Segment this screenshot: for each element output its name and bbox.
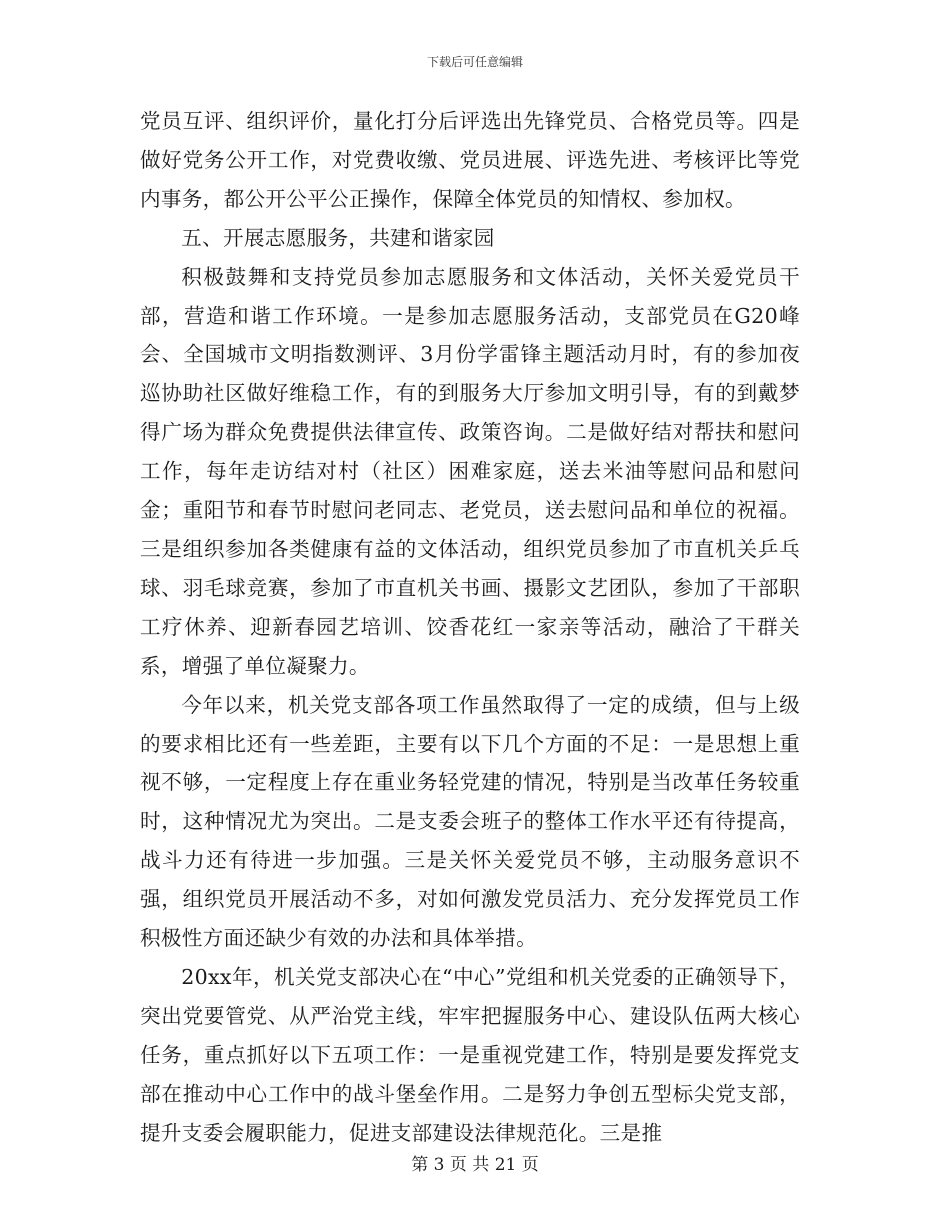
paragraph-2: 积极鼓舞和支持党员参加志愿服务和文体活动，关怀关爱党员干部，营造和谐工作环境。一是参加志愿服务活动，支部党员在G20峰会、全国城市文明指数测评、3月份学雷锋主题活动月时，有的参加夜巡协助社区做好维稳工作，有的到服务大厅参加文明引导，有的到戴梦得广场为群众免费提供法律宣传、政策咨询。二是做好结对帮扶和慰问工作，每年走访结对村（社区）困难家庭，送去米油等慰问品和慰问金；重阳节和春节时慰问老同志、老党员，送去慰问品和单位的祝福。三是组织参加各类健康有益的文体活动，组织党员参加了市直机关乒乓球、羽毛球竞赛，参加了市直机关书画、摄影文艺团队，参加了干部职工疗休养、迎新春园艺培训、饺香花红一家亲等活动，融洽了干群关系，增强了单位凝聚力。 (140, 264, 800, 678)
paragraph-1: 党员互评、组织评价，量化打分后评选出先锋党员、合格党员等。四是做好党务公开工作，对党费收缴、党员进展、评选先进、考核评比等党内事务，都公开公平公正操作，保障全体党员的知情权、参加权。 (140, 109, 800, 211)
paragraph-4: 20xx年，机关党支部决心在“中心”党组和机关党委的正确领导下，突出党要管党、从严治党主线，牢牢把握服务中心、建设队伍两大核心任务，重点抓好以下五项工作：一是重视党建工作，特别是要发挥党支部在推动中心工作中的战斗堡垒作用。二是努力争创五型标尖党支部，提升支委会履职能力，促进支部建设法律规范化。三是推 (140, 964, 800, 1145)
page-number: 第 3 页 共 21 页 (411, 1155, 539, 1175)
document-body (140, 102, 800, 1152)
paragraph-3: 今年以来，机关党支部各项工作虽然取得了一定的成绩，但与上级的要求相比还有一些差距，主要有以下几个方面的不足：一是思想上重视不够，一定程度上存在重业务轻党建的情况，特别是当改革任务较重时，这种情况尤为突出。二是支委会班子的整体工作水平还有待提高，战斗力还有待进一步加强。三是关怀关爱党员不够，主动服务意识不强，组织党员开展活动不多，对如何激发党员活力、充分发挥党员工作积极性方面还缺少有效的办法和具体举措。 (140, 692, 800, 951)
section-heading-5: 五、开展志愿服务，共建和谐家园 (181, 225, 495, 250)
page-header-note: 下载后可任意编辑 (426, 55, 523, 69)
